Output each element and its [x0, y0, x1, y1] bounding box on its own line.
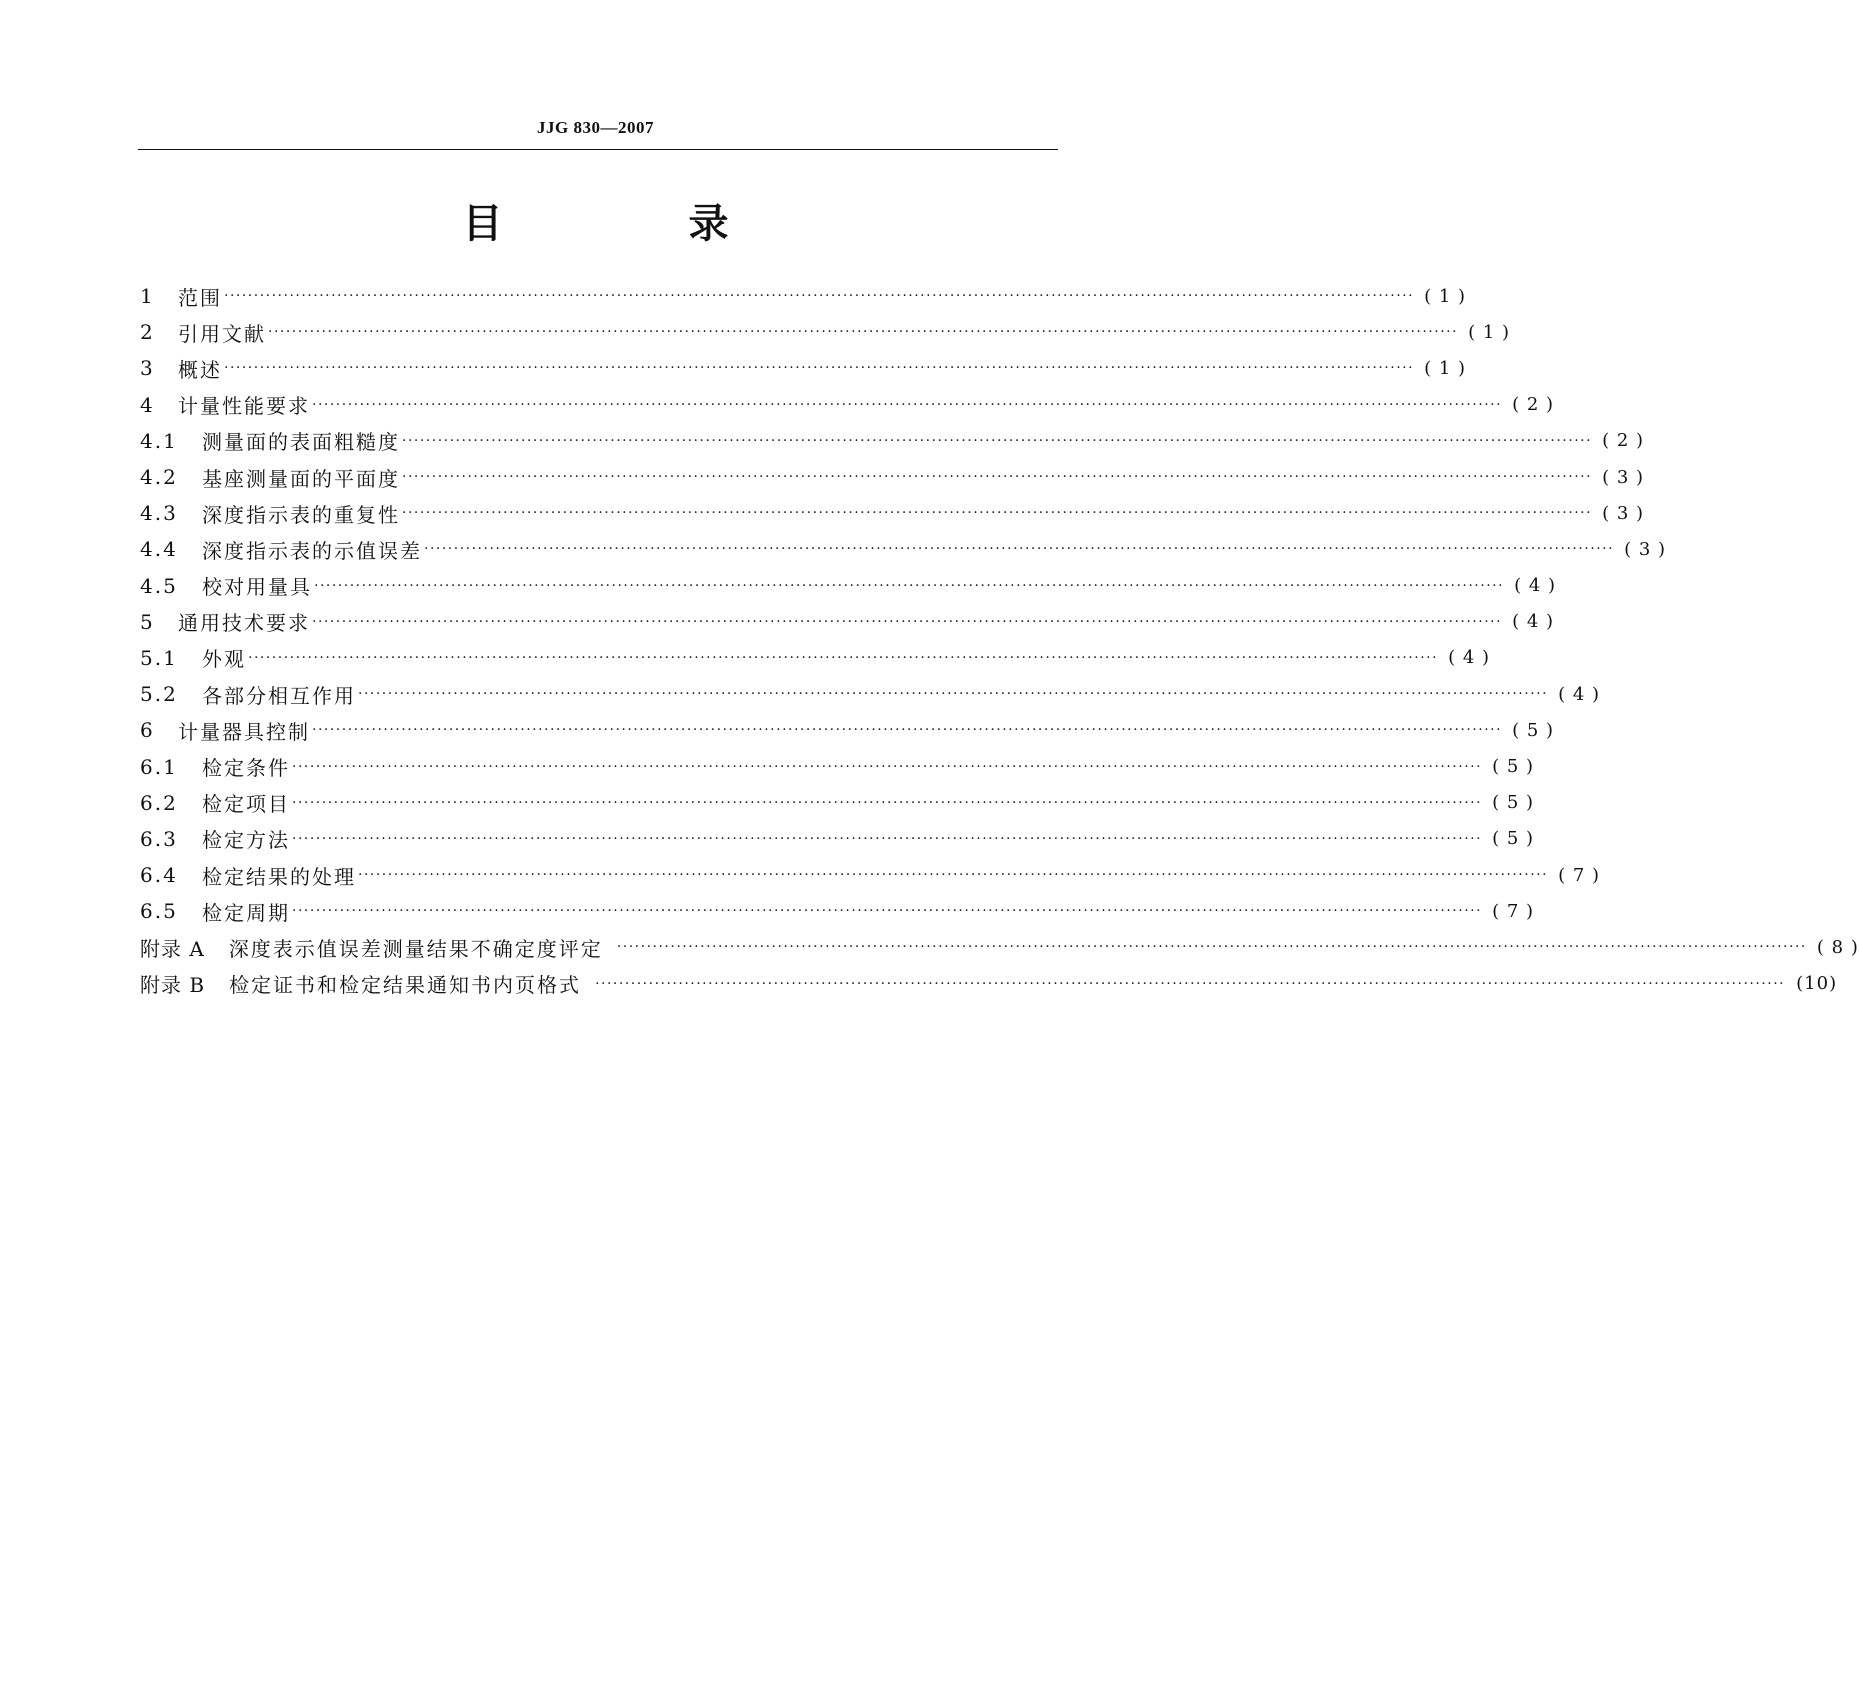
toc-leader-dots: ········································································································································································································ [358, 867, 1549, 884]
toc-entry-page: ( 2 ) [1602, 430, 1645, 452]
toc-entry[interactable] [140, 712, 1555, 748]
toc-entry-title: 检定方法 [202, 828, 290, 853]
toc-entry-title: 深度表示值误差测量结果不确定度评定 [228, 936, 603, 961]
toc-leader-dots: ········································································································································································································ [292, 830, 1483, 847]
toc-entry-page: ( 1 ) [1424, 357, 1467, 379]
toc-entry-page: (10) [1796, 973, 1838, 995]
toc-entry-page: ( 5 ) [1492, 792, 1535, 814]
toc-leader-dots: ········································································································································································································ [292, 758, 1483, 775]
toc-entry-title: 测量面的表面粗糙度 [202, 430, 400, 455]
toc-leader-dots: ········································································································································································································ [402, 469, 1593, 486]
toc-entry-title: 范围 [178, 285, 222, 310]
toc-entry-title: 各部分相互作用 [202, 683, 356, 708]
toc-entry[interactable] [140, 531, 1667, 567]
toc-leader-dots: ········································································································································································································ [224, 360, 1415, 377]
toc-entry-page: ( 4 ) [1558, 683, 1601, 705]
toc-entry[interactable] [140, 929, 1859, 965]
table-of-contents [140, 278, 1859, 1002]
toc-entry-number: 附录 A [140, 936, 205, 961]
toc-leader-dots: ········································································································································································································ [402, 432, 1593, 449]
toc-entry[interactable] [140, 423, 1645, 459]
toc-entry[interactable] [140, 748, 1535, 784]
toc-entry-page: ( 2 ) [1512, 394, 1555, 416]
toc-entry-page: ( 4 ) [1514, 575, 1557, 597]
toc-entry[interactable] [140, 568, 1557, 604]
toc-entry-number: 4.3 [140, 501, 178, 526]
toc-entry-number: 4.2 [140, 465, 178, 490]
toc-leader-dots: ········································································································································································································ [248, 649, 1439, 666]
toc-entry-page: ( 7 ) [1492, 900, 1535, 922]
toc-entry-title: 外观 [202, 647, 246, 672]
toc-entry-page: ( 5 ) [1492, 828, 1535, 850]
toc-entry-number: 6.2 [140, 790, 178, 815]
toc-entry-title: 引用文献 [178, 321, 266, 346]
toc-entry[interactable] [140, 350, 1467, 386]
toc-entry-title: 校对用量具 [202, 575, 312, 600]
toc-entry[interactable] [140, 893, 1535, 929]
toc-entry-title: 通用技术要求 [178, 611, 310, 636]
toc-entry-number: 3 [140, 356, 155, 381]
toc-leader-dots: ········································································································································································································ [224, 288, 1415, 305]
toc-entry[interactable] [140, 604, 1555, 640]
toc-entry-number: 6.5 [140, 899, 178, 924]
toc-entry-title: 检定结果的处理 [202, 864, 356, 889]
toc-entry-number: 5 [140, 609, 155, 634]
toc-entry-number: 4.5 [140, 573, 178, 598]
toc-entry-number: 5.1 [140, 645, 178, 670]
toc-leader-dots: ········································································································································································································ [292, 794, 1483, 811]
toc-entry-page: ( 3 ) [1624, 538, 1667, 560]
toc-leader-dots: ········································································································································································································ [424, 541, 1615, 558]
toc-entry-page: ( 5 ) [1492, 756, 1535, 778]
toc-entry-page: ( 8 ) [1816, 936, 1859, 958]
toc-entry-title: 概述 [178, 357, 222, 382]
toc-entry-title: 检定周期 [202, 900, 290, 925]
toc-entry[interactable] [140, 495, 1645, 531]
toc-entry[interactable] [140, 387, 1555, 423]
toc-entry-title: 检定项目 [202, 792, 290, 817]
toc-entry-number: 6.3 [140, 826, 178, 851]
toc-entry-title: 基座测量面的平面度 [202, 466, 400, 491]
toc-entry[interactable] [140, 821, 1535, 857]
toc-leader-dots: ········································································································································································································ [268, 324, 1459, 341]
toc-leader-dots: ········································································································································································································ [358, 686, 1549, 703]
document-code: JJG 830—2007 [537, 118, 654, 137]
toc-entry-title: 深度指示表的示值误差 [202, 538, 422, 563]
toc-entry-title: 计量性能要求 [178, 394, 310, 419]
toc-entry-number: 2 [140, 320, 155, 345]
toc-entry[interactable] [140, 857, 1601, 893]
toc-entry[interactable] [140, 785, 1535, 821]
toc-entry-number: 6 [140, 718, 155, 743]
toc-leader-dots: ········································································································································································································ [312, 722, 1503, 739]
toc-entry[interactable] [140, 314, 1511, 350]
toc-entry-number: 5.2 [140, 682, 178, 707]
toc-entry[interactable] [140, 459, 1645, 495]
toc-leader-dots: ········································································································································································································ [312, 613, 1503, 630]
toc-entry-number: 附录 B [140, 973, 206, 998]
toc-entry-number: 1 [140, 284, 155, 309]
toc-entry-page: ( 4 ) [1512, 611, 1555, 633]
toc-entry-title: 检定条件 [202, 756, 290, 781]
toc-leader-dots: ········································································································································································································ [292, 903, 1483, 920]
toc-entry-page: ( 1 ) [1424, 285, 1467, 307]
toc-entry-title: 深度指示表的重复性 [202, 502, 400, 527]
toc-leader-dots: ········································································································································································································ [314, 577, 1505, 594]
toc-entry-title: 检定证书和检定结果通知书内页格式 [229, 973, 582, 998]
toc-entry-number: 4 [140, 392, 155, 417]
toc-leader-dots: ········································································································································································································ [402, 505, 1593, 522]
toc-leader-dots: ········································································································································································································ [616, 939, 1807, 956]
page-title: 目 录 [462, 201, 815, 247]
toc-entry-number: 6.1 [140, 754, 178, 779]
toc-entry[interactable] [140, 676, 1601, 712]
header-rule [138, 149, 1058, 150]
toc-entry-title: 计量器具控制 [178, 719, 310, 744]
toc-entry-number: 6.4 [140, 863, 178, 888]
toc-leader-dots: ········································································································································································································ [312, 396, 1503, 413]
toc-leader-dots: ········································································································································································································ [595, 975, 1786, 992]
toc-entry-page: ( 5 ) [1512, 719, 1555, 741]
toc-entry[interactable] [140, 966, 1838, 1002]
toc-entry-number: 4.1 [140, 428, 178, 453]
toc-entry-page: ( 7 ) [1558, 864, 1601, 886]
toc-entry-page: ( 3 ) [1602, 466, 1645, 488]
toc-entry-page: ( 3 ) [1602, 502, 1645, 524]
toc-entry-page: ( 4 ) [1448, 647, 1491, 669]
toc-entry-page: ( 1 ) [1468, 321, 1511, 343]
toc-entry-number: 4.4 [140, 537, 178, 562]
toc-entry[interactable] [140, 278, 1467, 314]
toc-entry[interactable] [140, 640, 1491, 676]
